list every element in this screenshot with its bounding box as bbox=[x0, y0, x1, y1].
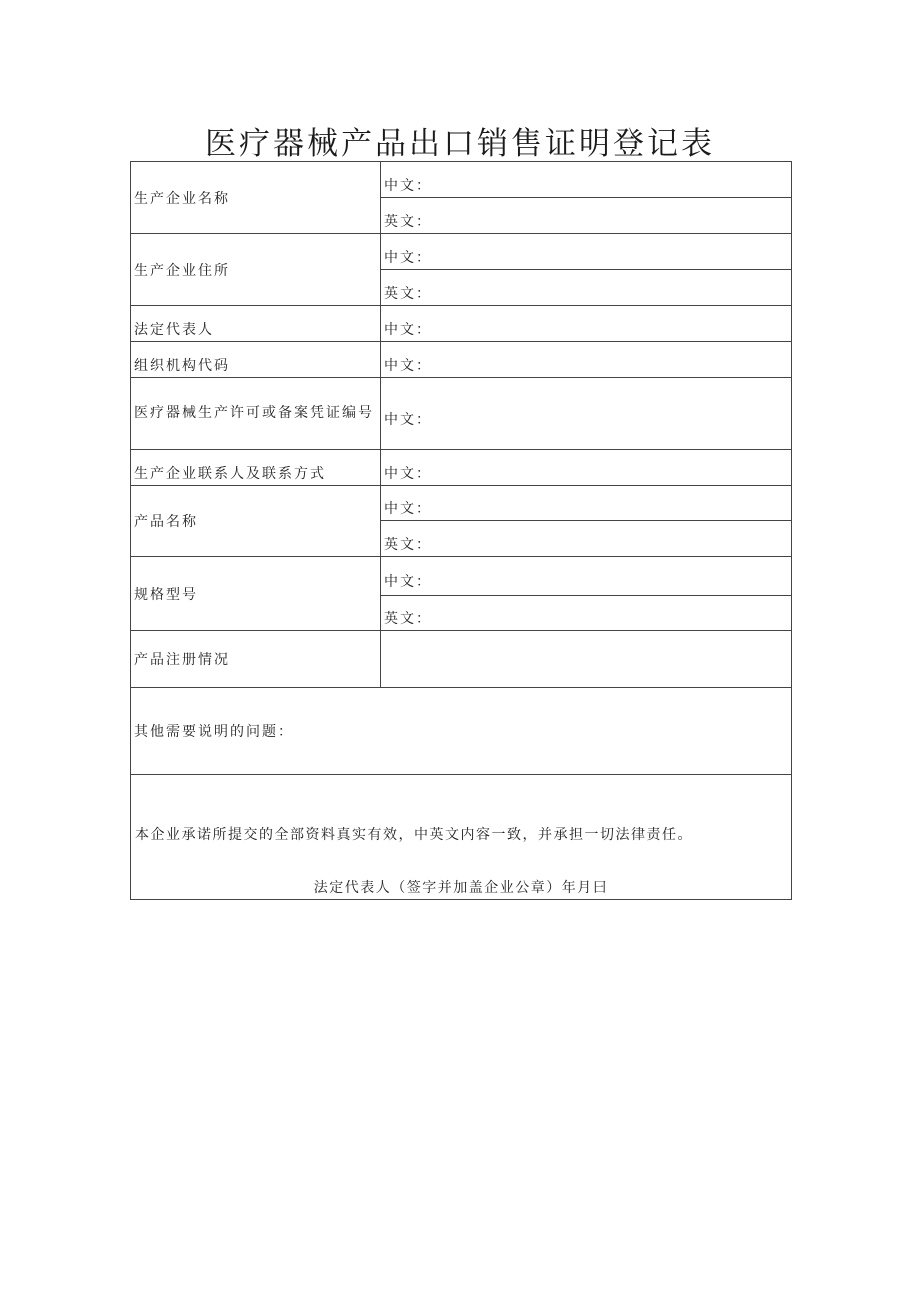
pledge-text: 本企业承诺所提交的全部资料真实有效，中英文内容一致，并承担一切法律责任。 bbox=[135, 827, 693, 843]
label-license-no: 医疗器械生产许可或备案凭证编号 bbox=[131, 378, 381, 450]
registration-form bbox=[130, 161, 792, 900]
field-manufacturer-name-cn[interactable] bbox=[381, 162, 792, 198]
label-contact-text: 生产企业联系人及联系方式 bbox=[134, 465, 326, 482]
cn-prefix: 中文： bbox=[384, 321, 432, 338]
en-prefix: 英文： bbox=[384, 285, 432, 302]
cn-prefix: 中文： bbox=[384, 411, 432, 428]
label-org-code-text: 组织机构代码 bbox=[134, 357, 230, 374]
label-legal-rep bbox=[131, 306, 381, 342]
other-issues-label: 其他需要说明的问题： bbox=[134, 724, 294, 740]
label-model-spec: 规格型号 bbox=[131, 557, 381, 631]
field-legal-rep-cn[interactable] bbox=[381, 306, 792, 342]
en-prefix: 英文： bbox=[384, 611, 432, 627]
other-issues-cell[interactable] bbox=[131, 688, 792, 775]
field-model-spec-en[interactable] bbox=[381, 596, 792, 631]
en-prefix: 英文： bbox=[384, 536, 432, 553]
cn-prefix: 中文： bbox=[384, 357, 432, 374]
pledge-cell bbox=[131, 775, 792, 900]
cn-prefix: 中文： bbox=[384, 501, 432, 517]
field-contact-cn[interactable] bbox=[381, 450, 792, 486]
field-manufacturer-address-cn[interactable] bbox=[381, 234, 792, 270]
label-legal-rep-text: 法定代表人 bbox=[134, 321, 214, 338]
field-product-name-cn[interactable] bbox=[381, 486, 792, 521]
field-product-name-en[interactable] bbox=[381, 521, 792, 557]
field-manufacturer-name-en[interactable] bbox=[381, 198, 792, 234]
field-manufacturer-address-en[interactable] bbox=[381, 270, 792, 306]
field-registration[interactable] bbox=[381, 631, 792, 688]
label-manufacturer-name: 生产企业名称 bbox=[131, 162, 381, 234]
page-title: 医疗器械产品出口销售证明登记表 bbox=[205, 126, 715, 162]
field-org-code-cn[interactable] bbox=[381, 342, 792, 378]
cn-prefix: 中文： bbox=[384, 465, 432, 482]
cn-prefix: 中文： bbox=[384, 574, 432, 590]
en-prefix: 英文： bbox=[384, 213, 432, 230]
label-org-code bbox=[131, 342, 381, 378]
cn-prefix: 中文： bbox=[384, 249, 432, 266]
field-model-spec-cn[interactable] bbox=[381, 557, 792, 596]
cn-prefix: 中文： bbox=[384, 177, 432, 194]
label-registration: 产品注册情况 bbox=[131, 631, 381, 688]
label-product-name: 产品名称 bbox=[131, 486, 381, 557]
label-contact bbox=[131, 450, 381, 486]
field-license-no-cn[interactable] bbox=[381, 378, 792, 450]
signature-line: 法定代表人（签字并加盖企业公章）年月曰 bbox=[313, 880, 609, 896]
label-manufacturer-address: 生产企业住所 bbox=[131, 234, 381, 306]
